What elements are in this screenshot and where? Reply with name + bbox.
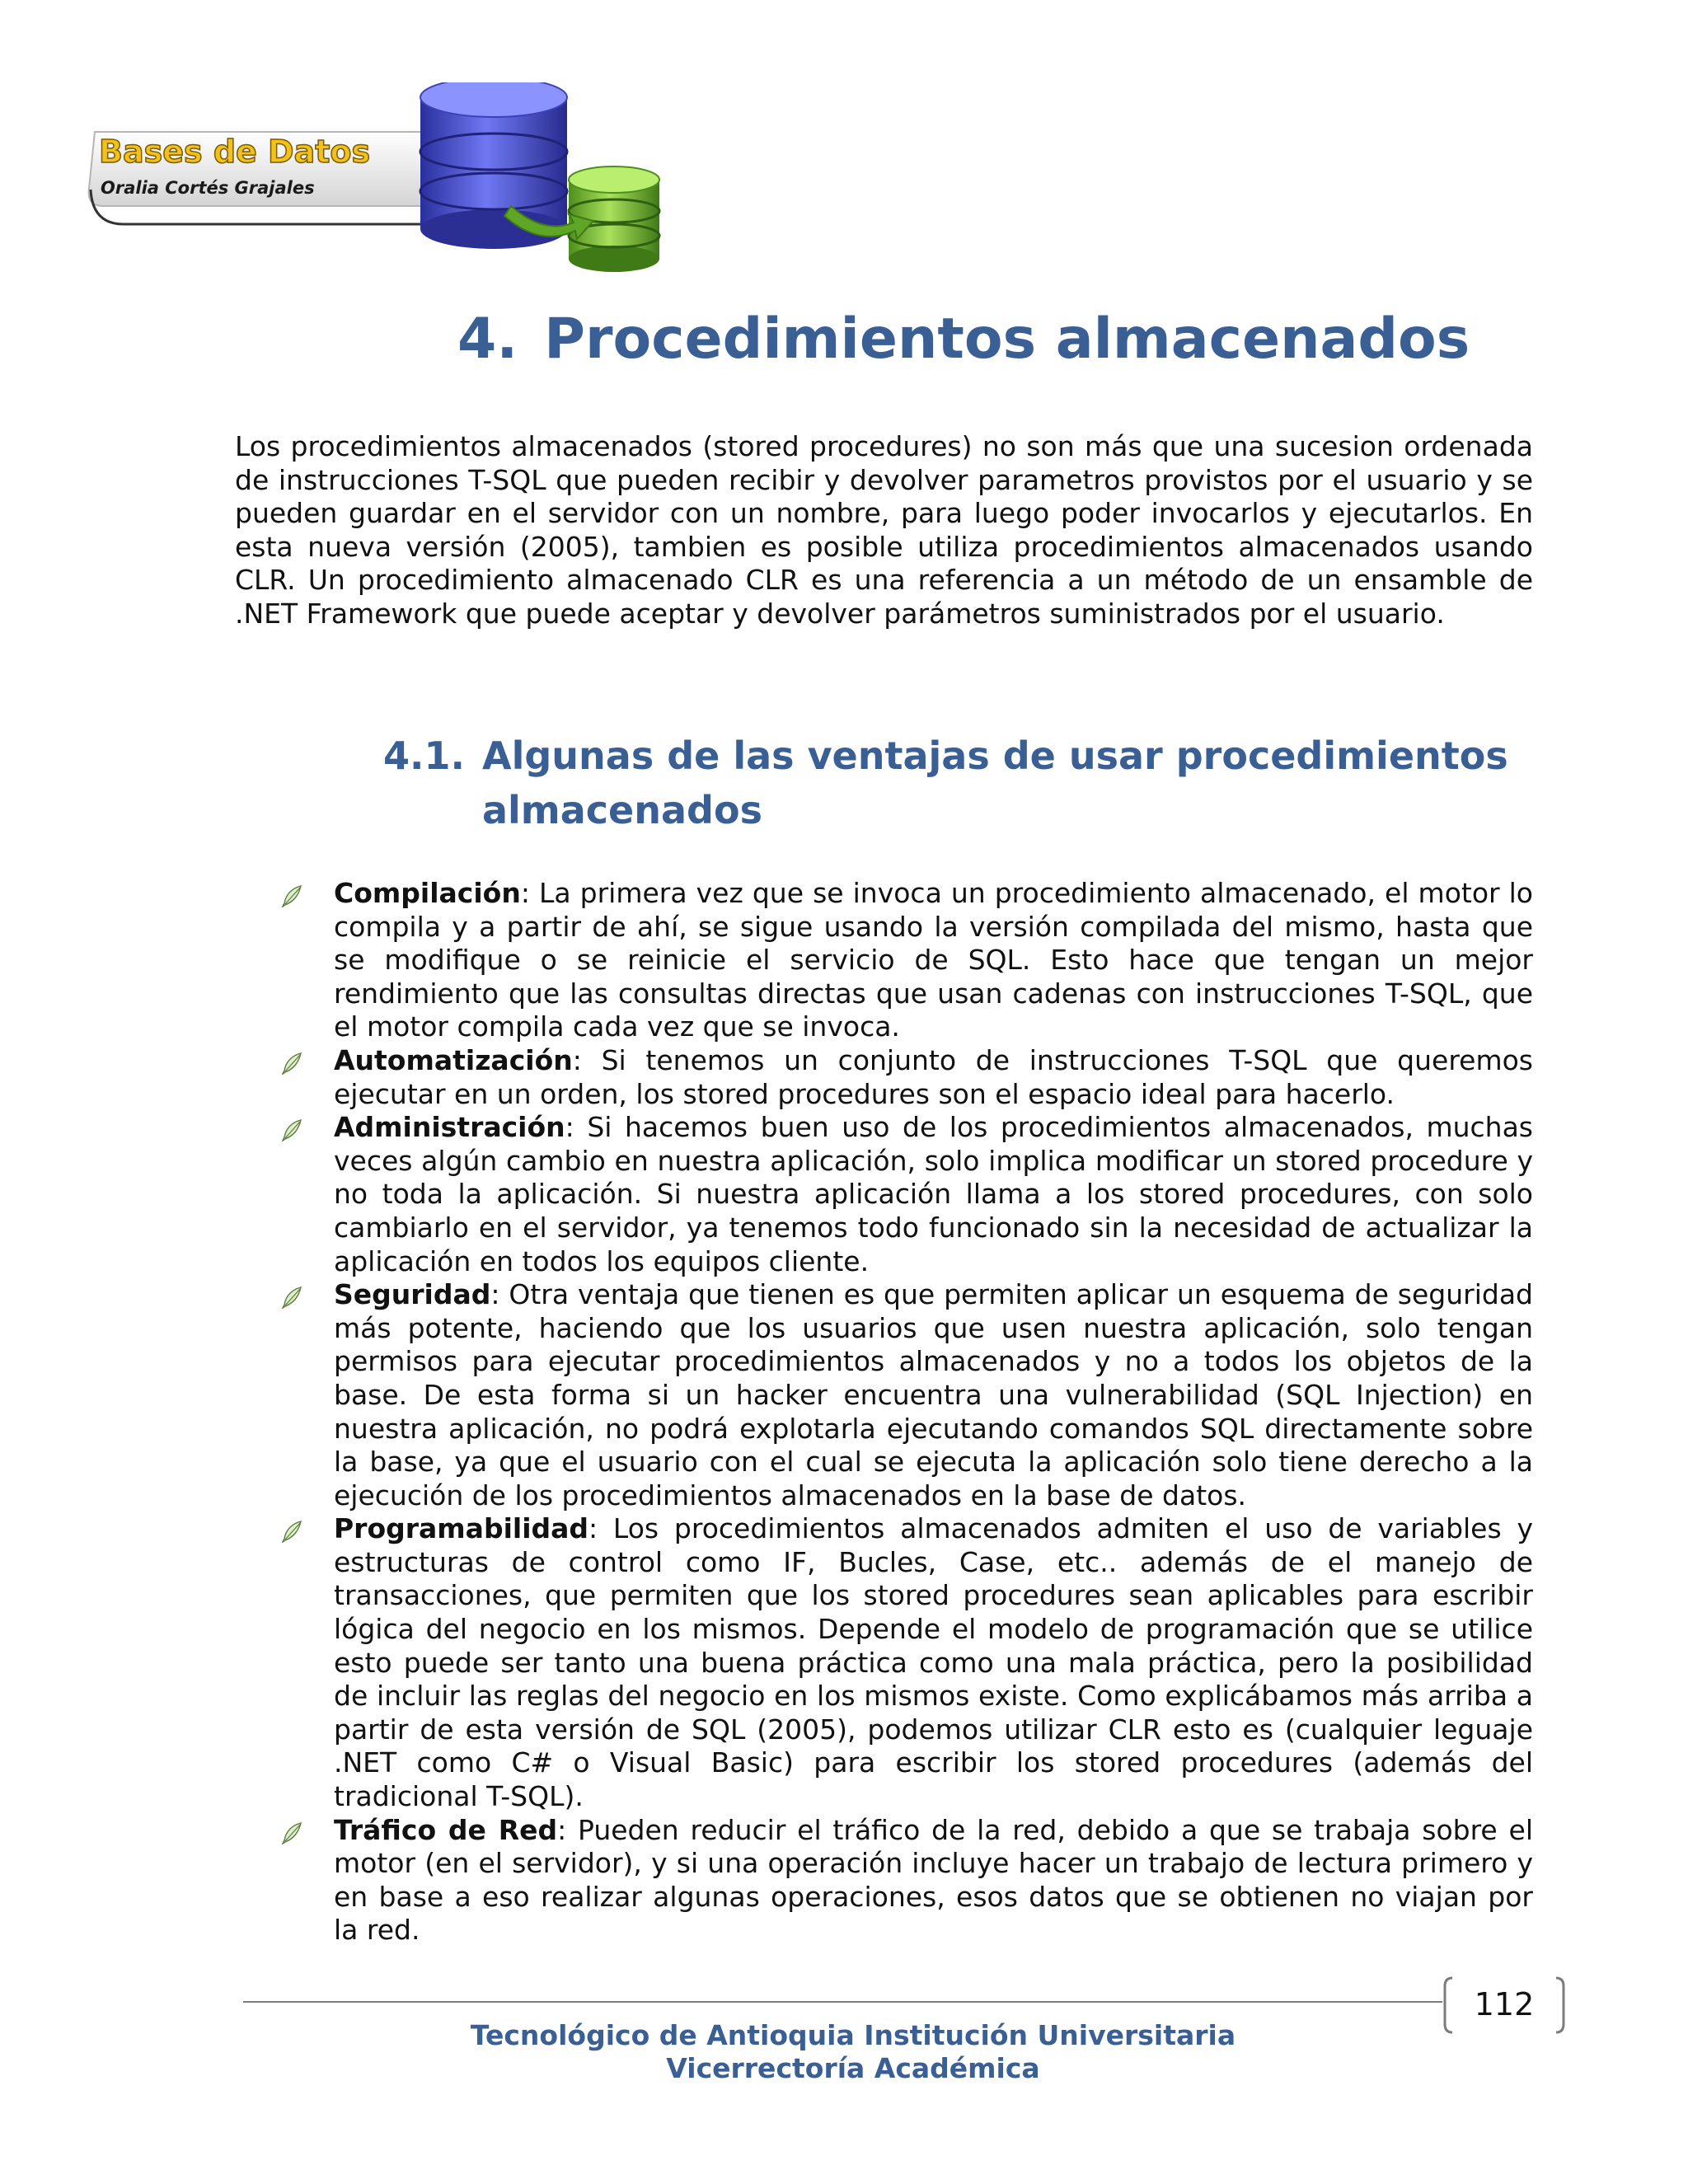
advantage-term: Compilación bbox=[334, 877, 521, 909]
quill-pen-icon bbox=[280, 1116, 303, 1139]
advantage-description: : Otra ventaja que tienen es que permiten aplicar un esquema de seguridad más potente, haciendo que los usuarios que usen nuestra aplicación, solo tengan permisos para ejecutar procedimientos almacenados y no a todos los objetos de la base. De esta forma si un hacker encuentra una vulnerabilidad (SQL Injection) en nuestra aplicación, no podrá explotarla ejecutando comandos SQL directamente sobre la base, ya que el usuario con el cual se ejecuta la aplicación solo tiene derecho a la ejecución de los procedimientos almacenados en la base de datos. bbox=[334, 1278, 1533, 1511]
advantage-item bbox=[280, 1512, 1533, 1813]
advantage-description: : Los procedimientos almacenados admiten el uso de variables y estructuras de control como IF, Bucles, Case, etc.. además de el manejo de transacciones, que permiten que los stored procedures sean aplicables para escribir lógica del negocio en los mismos. Depende el modelo de programación que se utilice esto puede ser tanto una buena práctica como una mala práctica, pero la posibilidad de incluir las reglas del negocio en los mismos existe. Como explicábamos más arriba a partir de esta versión de SQL (2005), podemos utilizar CLR esto es (cualquier leguaje .NET como C# o Visual Basic) para escribir los stored procedures (además del tradicional T-SQL). bbox=[334, 1512, 1533, 1813]
advantages-list bbox=[280, 877, 1533, 1947]
advantage-description: : La primera vez que se invoca un procedimiento almacenado, el motor lo compila y a partir de ahí, se sigue usando la versión compilada del mismo, hasta que se modifique o se reinicie el servicio de SQL. Esto hace que tengan un mejor rendimiento que las consultas directas que usan cadenas con instrucciones T-SQL, que el motor compila cada vez que se invoca. bbox=[334, 877, 1533, 1043]
page-number: 112 bbox=[1474, 1986, 1535, 2022]
advantage-term: Seguridad bbox=[334, 1278, 491, 1311]
section-number: 4.1. bbox=[383, 733, 465, 778]
intro-paragraph: Los procedimientos almacenados (stored procedures) no son más que una sucesion ordenada de instrucciones T-SQL que pueden recibir y devolver parametros provistos por el usuario y se pueden guardar en el servidor con un nombre, para luego poder invocarlos y ejecutarlos. En esta nueva versión (2005), tambien es posible utiliza procedimientos almacenados usando CLR. Un procedimiento almacenado CLR es una referencia a un método de un ensamble de .NET Framework que puede aceptar y devolver parámetros suministrados por el usuario. bbox=[235, 430, 1533, 630]
advantage-item bbox=[280, 1044, 1533, 1111]
quill-pen-icon bbox=[280, 882, 303, 905]
header-logo bbox=[82, 82, 676, 284]
advantage-term: Tráfico de Red bbox=[334, 1813, 558, 1846]
footer bbox=[330, 2019, 1376, 2085]
advantage-term: Administración bbox=[334, 1111, 565, 1144]
footer-divider bbox=[243, 2001, 1442, 2003]
right-bracket-icon bbox=[1554, 1976, 1566, 2034]
logo-title: Bases de Datos bbox=[99, 134, 371, 170]
footer-department: Vicerrectoría Académica bbox=[666, 2052, 1040, 2084]
quill-pen-icon bbox=[280, 1049, 303, 1072]
advantage-item bbox=[280, 1111, 1533, 1278]
footer-institution: Tecnológico de Antioquia Institución Universitaria bbox=[470, 2019, 1236, 2051]
page-number-box bbox=[1442, 1976, 1566, 2034]
quill-pen-icon bbox=[280, 1283, 303, 1306]
advantage-item bbox=[280, 1814, 1533, 1947]
quill-pen-icon bbox=[280, 1517, 303, 1540]
quill-pen-icon bbox=[280, 1819, 303, 1842]
chapter-number: 4. bbox=[457, 307, 518, 372]
advantage-description: : Si hacemos buen uso de los procedimientos almacenados, muchas veces algún cambio en nuestra aplicación, solo implica modificar un stored procedure y no toda la aplicación. Si nuestra aplicación llama a los stored procedures, con solo cambiarlo en el servidor, ya tenemos todo funcionado sin la necesidad de actualizar la aplicación en todos los equipos cliente. bbox=[334, 1111, 1533, 1277]
chapter-title-text: Procedimientos almacenados bbox=[544, 307, 1470, 372]
advantage-description: : Pueden reducir el tráfico de la red, debido a que se trabaja sobre el motor (en el servidor), y si una operación incluye hacer un trabajo de lectura primero y en base a eso realizar algunas operaciones, esos datos que se obtienen no viajan por la red. bbox=[334, 1813, 1533, 1947]
advantage-item bbox=[280, 1278, 1533, 1512]
section-title-text: Algunas de las ventajas de usar procedimientos almacenados bbox=[482, 733, 1508, 832]
logo-author: Oralia Cortés Grajales bbox=[101, 178, 315, 198]
advantage-item bbox=[280, 877, 1533, 1044]
advantage-term: Programabilidad bbox=[334, 1512, 589, 1545]
advantage-description: : Si tenemos un conjunto de instrucciones T-SQL que queremos ejecutar en un orden, los stored procedures son el espacio ideal para hacerlo. bbox=[334, 1043, 1533, 1110]
section-title bbox=[383, 729, 1537, 837]
advantage-term: Automatización bbox=[334, 1043, 573, 1076]
chapter-title bbox=[457, 307, 1470, 372]
